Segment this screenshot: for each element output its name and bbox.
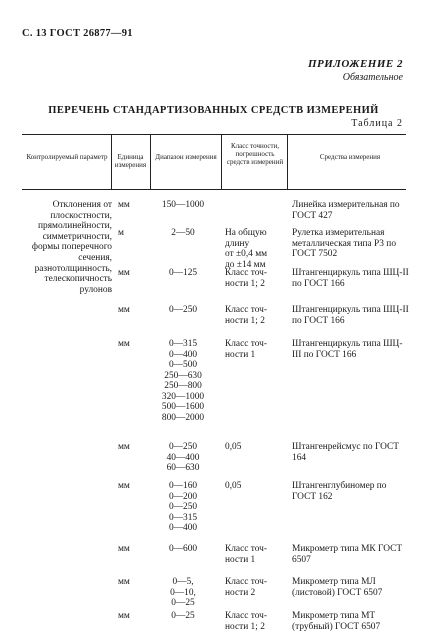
row-range <box>150 442 216 474</box>
range-value: 0—400 <box>168 349 198 360</box>
range-value: 0—10, <box>170 587 196 598</box>
row-range <box>150 305 216 316</box>
row-range <box>150 228 216 239</box>
row-instrument: Штангенциркуль типа ШЦ-II по ГОСТ 166 <box>292 268 409 289</box>
row-instrument: Микрометр типа МК ГОСТ 6507 <box>292 544 403 565</box>
range-value: 800—2000 <box>161 412 205 423</box>
accuracy-line: Класс точ- <box>225 305 268 315</box>
range-value: 0—250 <box>168 502 198 512</box>
accuracy-line: На общую <box>225 228 267 238</box>
range-value: 0—160 <box>168 481 198 491</box>
accuracy-line: 0,05 <box>225 481 242 491</box>
range-value: 40—400 <box>166 452 200 463</box>
row-unit: мм <box>118 268 130 278</box>
row-range <box>150 268 216 279</box>
col-header-range: Диапазон измерения <box>155 153 217 161</box>
accuracy-line: Класс точ- <box>225 577 268 587</box>
appendix-block <box>308 58 403 83</box>
row-instrument: Рулетка измерительная металлическая типа Р3 по ГОСТ 7502 <box>292 228 397 259</box>
accuracy-line: ности 2 <box>225 587 256 598</box>
row-instrument: Штангенглубиномер по ГОСТ 162 <box>292 481 387 502</box>
parameter-text: Отклонения от плоскостности, прямолинейности, симметричности, формы поперечного сечения, разнотолщинность, телескопичность рулонов <box>31 200 112 295</box>
accuracy-line: длину <box>225 238 250 249</box>
accuracy-line: ности 1 <box>225 554 256 565</box>
range-value: 320—1000 <box>161 391 205 402</box>
row-instrument: Штангенрейсмус по ГОСТ 164 <box>292 442 399 463</box>
range-value: 0—125 <box>168 268 198 278</box>
accuracy-line: ности 1; 2 <box>225 278 265 289</box>
range-value: 0—200 <box>168 491 198 502</box>
range-value: 500—1600 <box>161 402 205 412</box>
row-range <box>150 544 216 555</box>
range-value: 250—630 <box>164 370 202 381</box>
row-accuracy <box>225 339 291 360</box>
range-value: 150—1000 <box>161 200 205 210</box>
appendix-title: ПРИЛОЖЕНИЕ 2 <box>307 58 403 70</box>
document-title: ПЕРЕЧЕНЬ СТАНДАРТИЗОВАННЫХ СРЕДСТВ ИЗМЕРЕНИЙ <box>48 105 379 116</box>
range-value: 0—5, <box>172 577 194 587</box>
row-instrument: Микрометр типа МЛ (листовой) ГОСТ 6507 <box>292 577 383 598</box>
row-range <box>150 577 216 609</box>
row-unit: мм <box>118 544 130 554</box>
accuracy-line: ности 1 <box>225 349 256 360</box>
range-value: 0—25 <box>171 611 195 621</box>
accuracy-line: ности 1; 2 <box>225 315 265 326</box>
table-header-rule <box>22 189 406 190</box>
row-range <box>150 611 216 622</box>
range-value: 2—50 <box>171 228 195 238</box>
col-divider <box>287 134 288 189</box>
accuracy-line: ности 1; 2 <box>225 621 265 632</box>
row-unit: мм <box>118 577 130 587</box>
appendix-subtitle: Обязательное <box>342 72 403 83</box>
col-header-unit: Единица измерения <box>114 153 147 169</box>
row-instrument: Штангенциркуль типа ШЦ-II по ГОСТ 166 <box>292 305 409 326</box>
table-top-rule <box>22 134 406 135</box>
row-unit: мм <box>118 305 130 315</box>
range-value: 0—315 <box>168 512 198 523</box>
row-accuracy <box>225 228 291 270</box>
row-unit: мм <box>118 339 130 349</box>
row-accuracy <box>225 577 291 598</box>
col-header-accuracy: Класс точности, погрешность средств измерений <box>226 142 284 166</box>
col-divider <box>150 134 151 189</box>
row-unit: мм <box>118 200 130 210</box>
row-unit: мм <box>118 481 130 491</box>
accuracy-line: 0,05 <box>225 442 242 452</box>
accuracy-line: Класс точ- <box>225 611 268 621</box>
row-unit: мм <box>118 611 130 621</box>
accuracy-line: Класс точ- <box>225 544 268 554</box>
range-value: 0—25 <box>171 598 195 608</box>
row-accuracy <box>225 544 291 565</box>
row-instrument: Штангенциркуль типа ШЦ-III по ГОСТ 166 <box>292 339 403 360</box>
accuracy-line: Класс точ- <box>225 339 268 349</box>
range-value: 250—800 <box>164 381 202 391</box>
col-header-instrument: Средства измерения <box>319 153 381 161</box>
row-unit: мм <box>118 442 130 452</box>
range-value: 0—600 <box>168 544 198 554</box>
page-header: С. 13 ГОСТ 26877—91 <box>22 28 133 39</box>
row-accuracy <box>225 268 291 289</box>
row-accuracy <box>225 481 291 492</box>
col-divider <box>221 134 222 189</box>
row-range <box>150 339 216 423</box>
row-accuracy <box>225 611 291 632</box>
row-instrument: Линейка измерительная по ГОСТ 427 <box>292 200 400 221</box>
range-value: 0—250 <box>168 442 198 452</box>
row-range <box>150 481 216 534</box>
row-instrument: Микрометр типа МТ (трубный) ГОСТ 6507 <box>292 611 381 632</box>
table-label: Таблица 2 <box>351 118 403 129</box>
row-accuracy <box>225 442 291 453</box>
range-value: 0—250 <box>168 305 198 315</box>
accuracy-line: до ±14 мм <box>225 259 266 270</box>
row-range <box>150 200 216 211</box>
accuracy-line: от ±0,4 мм <box>225 249 268 259</box>
range-value: 0—500 <box>168 360 198 370</box>
row-unit: м <box>118 228 124 238</box>
row-accuracy <box>225 305 291 326</box>
range-value: 60—630 <box>166 463 200 473</box>
range-value: 0—400 <box>168 523 198 533</box>
range-value: 0—315 <box>168 339 198 349</box>
col-header-param: Контролируемый параметр <box>26 153 108 161</box>
accuracy-line: Класс точ- <box>225 268 268 278</box>
